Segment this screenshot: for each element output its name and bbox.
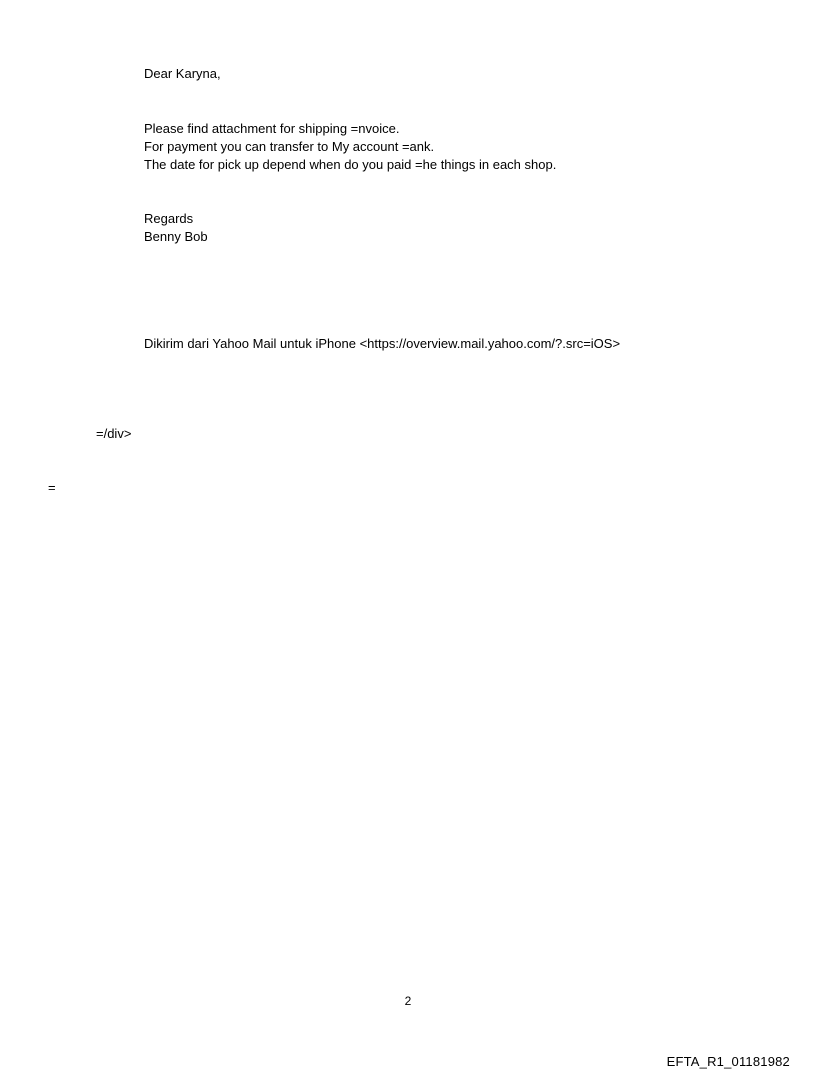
email-signature: Benny Bob [144,229,208,244]
document-id: EFTA_R1_01181982 [666,1054,790,1069]
html-div-close-artifact: =/div> [96,426,132,441]
email-line-pickup: The date for pick up depend when do you paid =he things in each shop. [144,157,557,172]
email-line-attachment: Please find attachment for shipping =nvoice. [144,121,400,136]
page-number: 2 [404,994,412,1008]
equals-artifact: = [48,480,56,495]
email-greeting: Dear Karyna, [144,66,221,81]
email-line-payment: For payment you can transfer to My account =ank. [144,139,435,154]
email-closing: Regards [144,211,194,226]
mobile-mail-footer: Dikirim dari Yahoo Mail untuk iPhone <https://overview.mail.yahoo.com/?.src=iOS> [144,336,621,351]
